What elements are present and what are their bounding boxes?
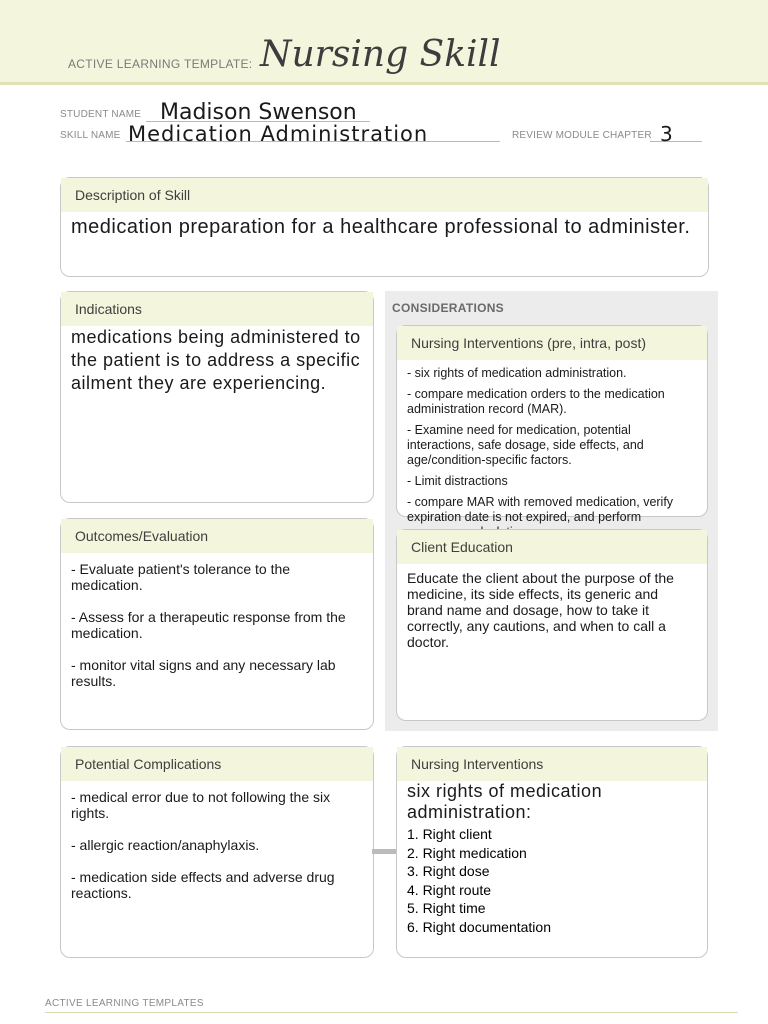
rights-list: [407, 825, 697, 936]
indications-heading: Indications: [61, 292, 373, 326]
chapter-line: [650, 141, 702, 142]
indications-text: medications being administered to the patient is to address a specific ailment they are experiencing.: [71, 327, 361, 393]
description-box: [60, 177, 709, 277]
outcome-item: - Evaluate patient's tolerance to the medication.: [71, 561, 291, 593]
student-name-value: Madison Swenson: [160, 100, 357, 125]
intervention-item: - compare medication orders to the medication administration record (MAR).: [407, 387, 665, 416]
intervention-item: - six rights of medication administration.: [407, 366, 627, 380]
student-name-label: STUDENT NAME: [60, 109, 142, 120]
client-education-heading: Client Education: [397, 530, 707, 564]
outcome-item: - monitor vital signs and any necessary lab results.: [71, 657, 336, 689]
complication-item: - allergic reaction/anaphylaxis.: [71, 837, 260, 853]
list-item: 5. Right time: [407, 900, 486, 916]
intervention-item: - Limit distractions: [407, 474, 508, 488]
footer-text: ACTIVE LEARNING TEMPLATES: [45, 998, 204, 1009]
complications-heading: Potential Complications: [61, 747, 373, 781]
rights-intro: six rights of medication administration:: [407, 781, 603, 822]
skill-name-value: Medication Administration: [128, 122, 429, 146]
list-item: 3. Right dose: [407, 863, 490, 879]
complications-box: [60, 746, 374, 958]
indications-box: [60, 291, 374, 503]
client-education-text: Educate the client about the purpose of the medicine, its side effects, its generic and brand name and dosage, how to take it correctly, any cautions, and when to call a doctor.: [407, 570, 674, 650]
outcomes-box: [60, 518, 374, 730]
client-education-box: [396, 529, 708, 721]
description-heading: Description of Skill: [61, 178, 708, 212]
intervention-item: - compare MAR with removed medication, verify expiration date is not expired, and perform: [407, 495, 674, 524]
list-item: 1. Right client: [407, 826, 492, 842]
skill-name-label: SKILL NAME: [60, 130, 121, 141]
intervention-item: - Examine need for medication, potential interactions, safe dosage, side effects, and age/condition-specific factors.: [407, 423, 644, 467]
list-item: 6. Right documentation: [407, 918, 551, 935]
complication-item: - medication side effects and adverse drug reactions.: [71, 869, 335, 901]
outcomes-heading: Outcomes/Evaluation: [61, 519, 373, 553]
nursing-interventions-prepost-box: [396, 325, 708, 524]
outcome-item: - Assess for a therapeutic response from the medication.: [71, 609, 346, 641]
nursing-interventions-heading: Nursing Interventions: [397, 747, 707, 781]
template-label: ACTIVE LEARNING TEMPLATE:: [68, 57, 253, 71]
box-connector: [372, 849, 398, 854]
page-title: Nursing Skill: [260, 34, 501, 75]
description-text: medication preparation for a healthcare professional to administer.: [71, 216, 691, 238]
list-item: 4. Right route: [407, 881, 492, 898]
chapter-value: 3: [660, 122, 673, 146]
nursing-interventions-prepost-heading: Nursing Interventions (pre, intra, post): [397, 326, 707, 360]
nursing-interventions-box: [396, 746, 708, 958]
list-item: 2. Right medication: [407, 844, 527, 861]
considerations-label: CONSIDERATIONS: [392, 301, 504, 315]
chapter-label: REVIEW MODULE CHAPTER: [512, 130, 652, 141]
complication-item: - medical error due to not following the six rights.: [71, 789, 331, 821]
footer-line: [45, 1012, 738, 1013]
